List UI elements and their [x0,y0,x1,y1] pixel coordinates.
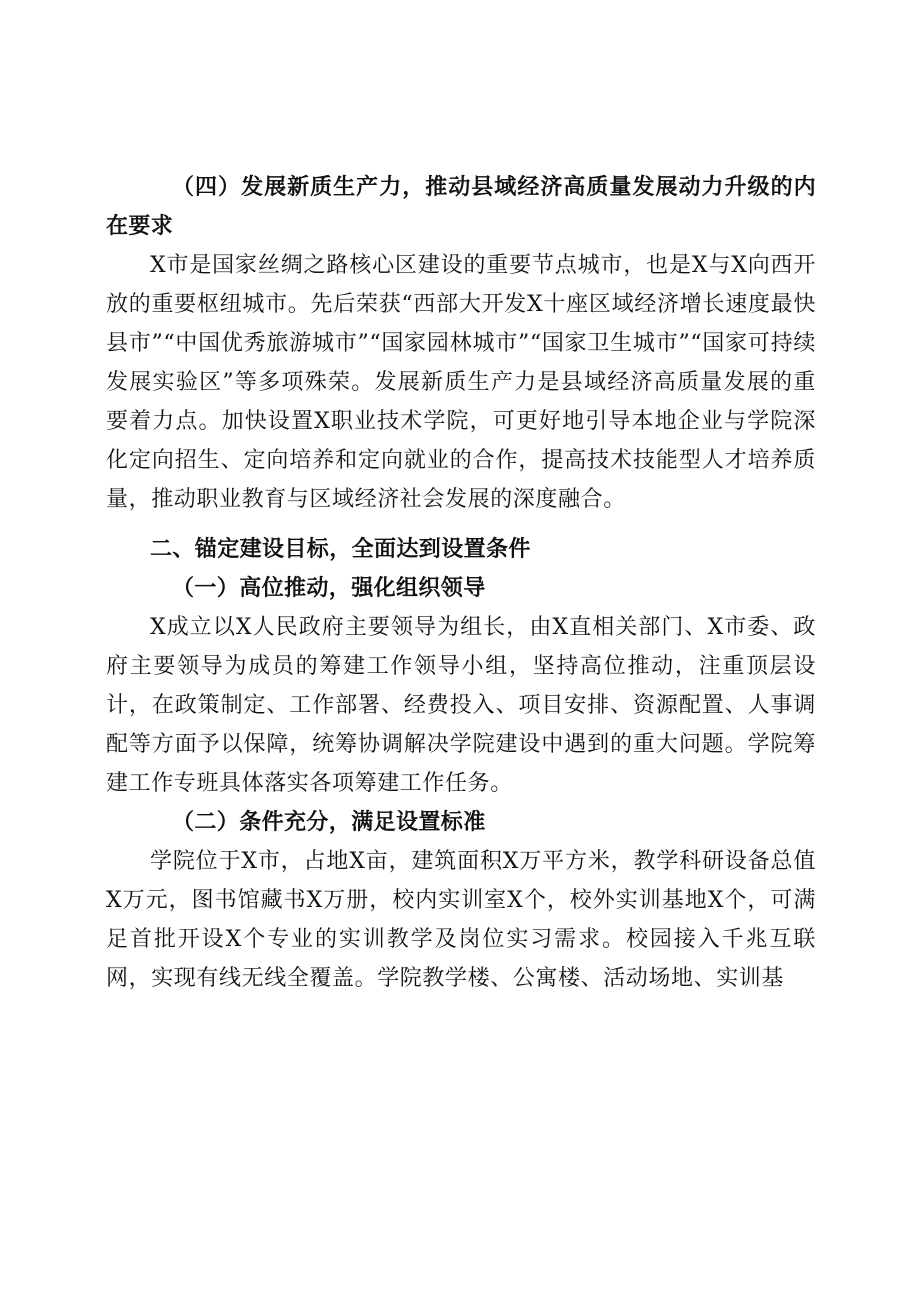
subheading-leadership: （一）高位推动，强化组织领导 [172,576,486,601]
paragraph-conditions: 学院位于X市，占地X亩，建筑面积X万平方米，教学科研设备总值X万元，图书馆藏书X万册，校内实训室X个，校外实训基地X个，可满足首批开设X个专业的实训教学及岗位实习需求。校园接入千兆互联网，实现有线无线全覆盖。学院教学楼、公寓楼、活动场地、实训基 [106,849,816,991]
document-page [106,168,816,998]
paragraph-leadership: X成立以X人民政府主要领导为组长，由X直相关部门、X市委、政府主要领导为成员的筹建工作领导小组，坚持高位推动，注重顶层设计，在政策制定、工作部署、经费投入、项目安排、资源配置、人事调配等方面予以保障，统筹协调解决学院建设中遇到的重大问题。学院筹建工作专班具体落实各项筹建工作任务。 [106,615,816,796]
subheading-conditions: （二）条件充分，满足设置标准 [172,810,486,835]
heading-section-4: （四）发展新质生产力，推动县域经济高质量发展动力升级的内在要求 [106,175,816,239]
paragraph-city-overview: X市是国家丝绸之路核心区建设的重要节点城市，也是X与X向西开放的重要枢纽城市。先后荣获“西部大开发X十座区域经济增长速度最快县市”“中国优秀旅游城市”“国家园林城市”“国家卫生城市”“国家可持续发展实验区”等多项殊荣。发展新质生产力是县域经济高质量发展的重要着力点。加快设置X职业技术学院，可更好地引导本地企业与学院深化定向招生、定向培养和定向就业的合作，提高技术技能型人才培养质量，推动职业教育与区域经济社会发展的深度融合。 [106,253,816,512]
heading-section-2: 二、锚定建设目标，全面达到设置条件 [150,537,531,562]
